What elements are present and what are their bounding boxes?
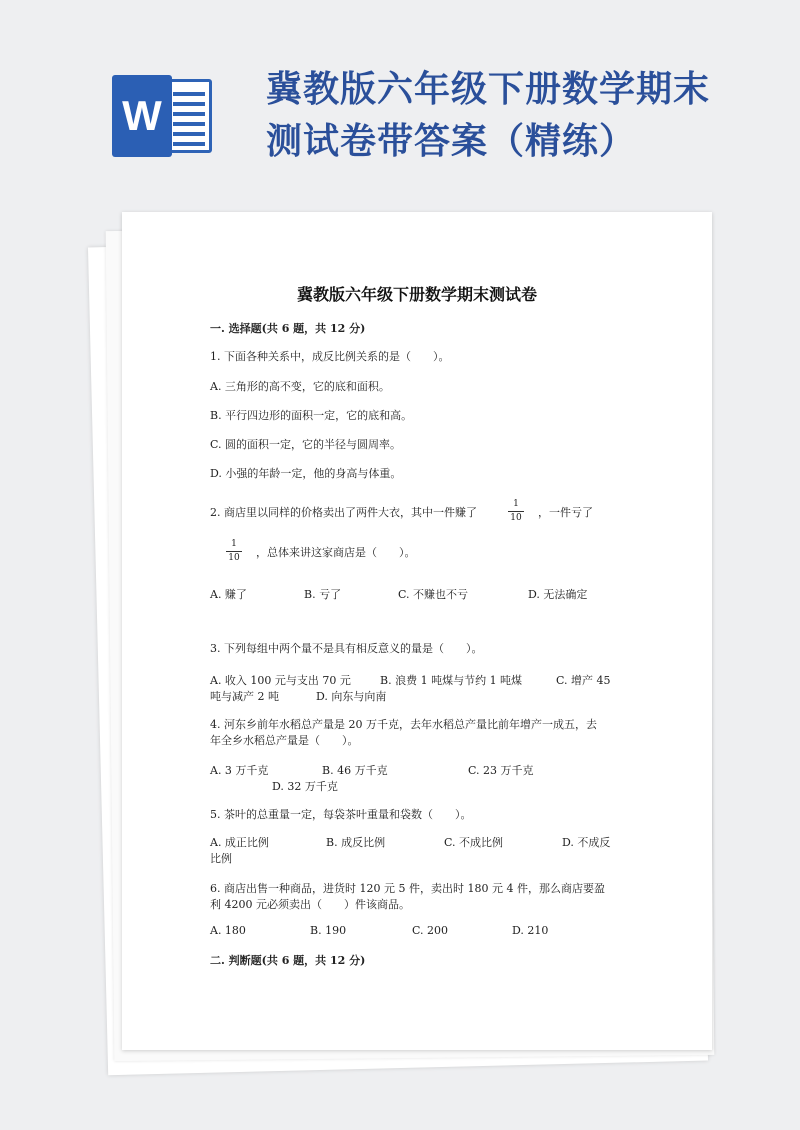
question-4-option-a: A. 3 万千克 [210, 764, 269, 777]
word-document-icon [112, 75, 216, 159]
question-2-option-c: C. 不赚也不亏 [398, 588, 469, 601]
question-6-option-d: D. 210 [512, 924, 549, 937]
section-heading-choice: 一. 选择题(共 6 题，共 12 分) [210, 322, 366, 335]
document-page[interactable] [122, 212, 712, 1050]
question-3-option-c: C. 增产 45 [556, 674, 611, 687]
question-1-option-a: A. 三角形的高不变，它的底和面积。 [210, 380, 390, 393]
fraction-denominator: 10 [228, 553, 240, 563]
question-2-line-2: ，总体来讲这家商店是（ ）。 [256, 546, 416, 559]
fraction-numerator: 1 [508, 498, 524, 512]
question-5: 5. 茶叶的总重量一定，每袋茶叶重量和袋数（ ）。 [210, 808, 472, 821]
question-3: 3. 下列每组中两个量不是具有相反意义的量是（ ）。 [210, 642, 483, 655]
question-6-option-b: B. 190 [310, 924, 347, 937]
question-5-option-b: B. 成反比例 [326, 836, 386, 849]
page-title: 冀教版六年级下册数学期末测试卷带答案（精练） [266, 69, 711, 162]
fraction [508, 498, 524, 525]
question-6-line-2: 利 4200 元必须卖出（ ）件该商品。 [210, 898, 410, 911]
question-5-option-c: C. 不成比例 [444, 836, 504, 849]
question-4-option-d: D. 32 万千克 [272, 780, 338, 793]
question-3-option-b: B. 浪费 1 吨煤与节约 1 吨煤 [380, 674, 523, 687]
question-4-option-c: C. 23 万千克 [468, 764, 534, 777]
question-1-option-d: D. 小强的年龄一定，他的身高与体重。 [210, 467, 402, 480]
question-2-option-d: D. 无法确定 [528, 588, 588, 601]
document-title: 冀教版六年级下册数学期末测试卷 [296, 285, 537, 304]
question-2-line-1: 2. 商店里以同样的价格卖出了两件大衣，其中一件赚了 [210, 506, 477, 519]
question-5-option-a: A. 成正比例 [210, 836, 269, 849]
question-1-option-c: C. 圆的面积一定，它的半径与圆周率。 [210, 438, 402, 451]
question-1-option-b: B. 平行四边形的面积一定，它的底和高。 [210, 409, 413, 422]
question-5-option-d-cont: 比例 [210, 852, 232, 865]
question-3-option-a: A. 收入 100 元与支出 70 元 [210, 674, 351, 687]
question-4-option-b: B. 46 万千克 [322, 764, 388, 777]
question-6-line-1: 6. 商店出售一种商品，进货时 120 元 5 件，卖出时 180 元 4 件，那么商店要盈 [210, 882, 605, 895]
question-2-option-a: A. 赚了 [210, 588, 247, 601]
question-1: 1. 下面各种关系中，成反比例关系的是（ ）。 [210, 350, 450, 363]
question-6-option-a: A. 180 [210, 924, 246, 937]
word-logo-letter: W [112, 75, 172, 157]
question-2-option-b: B. 亏了 [304, 588, 342, 601]
question-6-option-c: C. 200 [412, 924, 449, 937]
question-3-option-c-cont: 吨与减产 2 吨 [210, 690, 279, 703]
fraction-numerator: 1 [226, 538, 242, 552]
question-4-line-1: 4. 河东乡前年水稻总产量是 20 万千克，去年水稻总产量比前年增产一成五，去 [210, 718, 597, 731]
section-heading-true-false: 二. 判断题(共 6 题，共 12 分) [210, 954, 366, 967]
question-3-option-d: D. 向东与向南 [316, 690, 387, 703]
question-5-option-d: D. 不成反 [562, 836, 611, 849]
fraction-denominator: 10 [510, 513, 522, 523]
fraction [226, 538, 242, 565]
question-4-line-2: 年全乡水稻总产量是（ ）。 [210, 734, 359, 747]
question-2-line-1-tail: ，一件亏了 [538, 506, 593, 519]
